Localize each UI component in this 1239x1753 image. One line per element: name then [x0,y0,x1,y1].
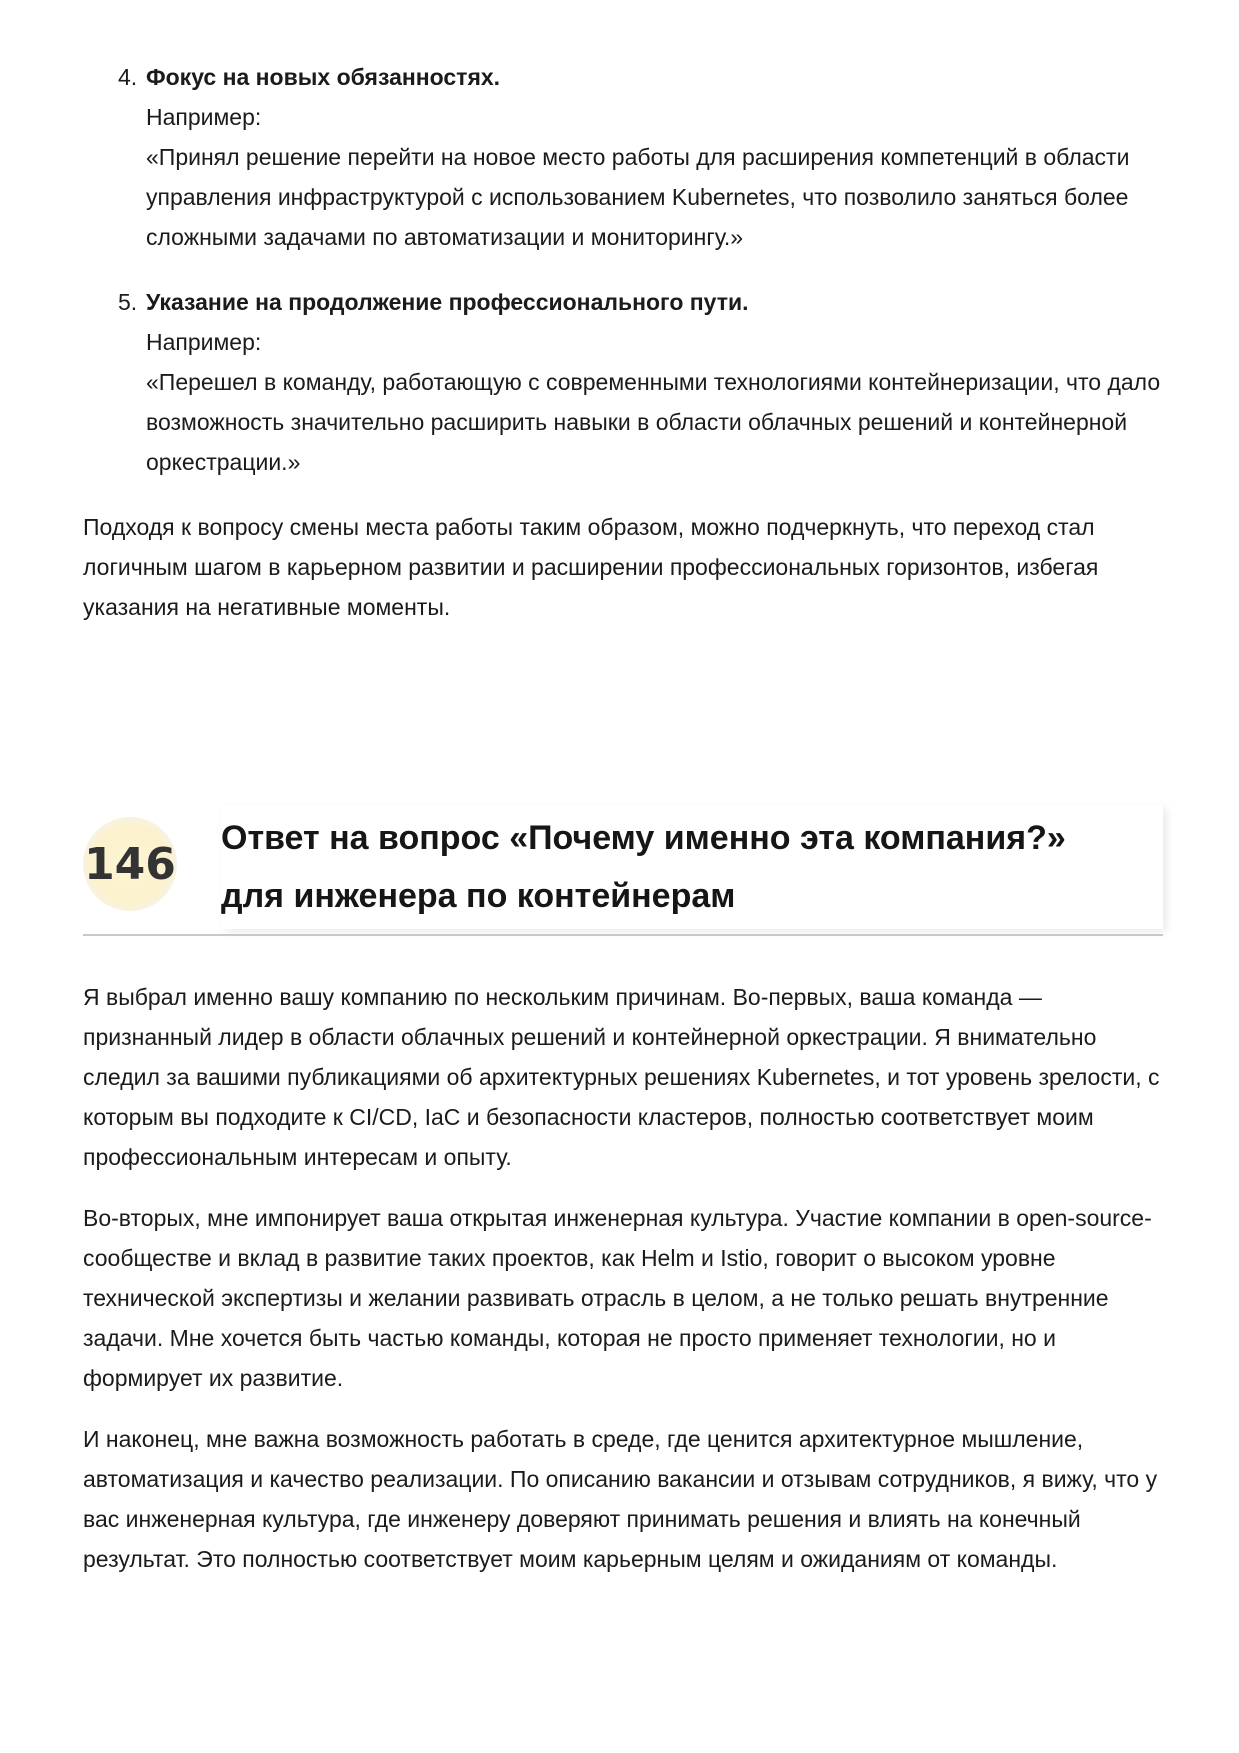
section-number-badge [83,817,177,911]
section-body [83,977,1163,1600]
section-number: 146 [84,838,176,890]
body-paragraph: И наконец, мне важна возможность работать в среде, где ценится архитектурное мышление, автоматизация и качество реализации. По описанию вакансии и отзывам сотрудников, я вижу, что у вас инженерная культура, где инженеру доверяют принимать решения и влиять на конечный результат. Это полностью соответствует моим карьерным целям и ожиданиям от команды. [83,1426,1158,1572]
list-item-title: Указание на продолжение профессионального пути. [146,289,749,315]
section-title-line-2: для инженера по контейнерам [221,877,736,915]
section-header [83,805,1163,937]
list-item-example-label: Например: [146,329,262,355]
list-item [83,282,1163,482]
body-paragraph: Я выбрал именно вашу компанию по нескольким причинам. Во-первых, ваша команда — признанный лидер в области облачных решений и контейнерной оркестрации. Я внимательно следил за вашими публикациями об архитектурных решениях Kubernetes, и тот уровень зрелости, с которым вы подходите к CI/CD, IaC и безопасности кластеров, полностью соответствует моим профессиональным интересам и опыту. [83,984,1160,1170]
section-divider [83,934,1163,936]
list-item-quote: «Принял решение перейти на новое место работы для расширения компетенций в области управления инфраструктурой с использованием Kubernetes, что позволило заняться более сложными задачами по автоматизации и мониторингу.» [146,144,1130,250]
list-item-quote: «Перешел в команду, работающую с современными технологиями контейнеризации, что дало возможность значительно расширить навыки в области облачных решений и контейнерной оркестрации.» [146,369,1161,475]
list-item-number: 4. [118,64,138,90]
previous-section-content [83,57,1163,649]
list-item-number: 5. [118,289,138,315]
body-paragraph: Во-вторых, мне импонирует ваша открытая инженерная культура. Участие компании в open-source-сообществе и вклад в развитие таких проектов, как Helm и Istio, говорит о высоком уровне технической экспертизы и желании развивать отрасль в целом, а не только решать внутренние задачи. Мне хочется быть частью команды, которая не просто применяет технологии, но и формирует их развитие. [83,1205,1152,1391]
section-title-line-1: Ответ на вопрос «Почему именно эта компания?» [221,819,1066,857]
numbered-list [83,57,1163,482]
list-item-example-label: Например: [146,104,262,130]
section-title [221,805,1163,929]
conclusion-paragraph: Подходя к вопросу смены места работы таким образом, можно подчеркнуть, что переход стал логичным шагом в карьерном развитии и расширении профессиональных горизонтов, избегая указания на негативные моменты. [83,514,1099,620]
list-item [83,57,1163,257]
list-item-title: Фокус на новых обязанностях. [146,64,501,90]
